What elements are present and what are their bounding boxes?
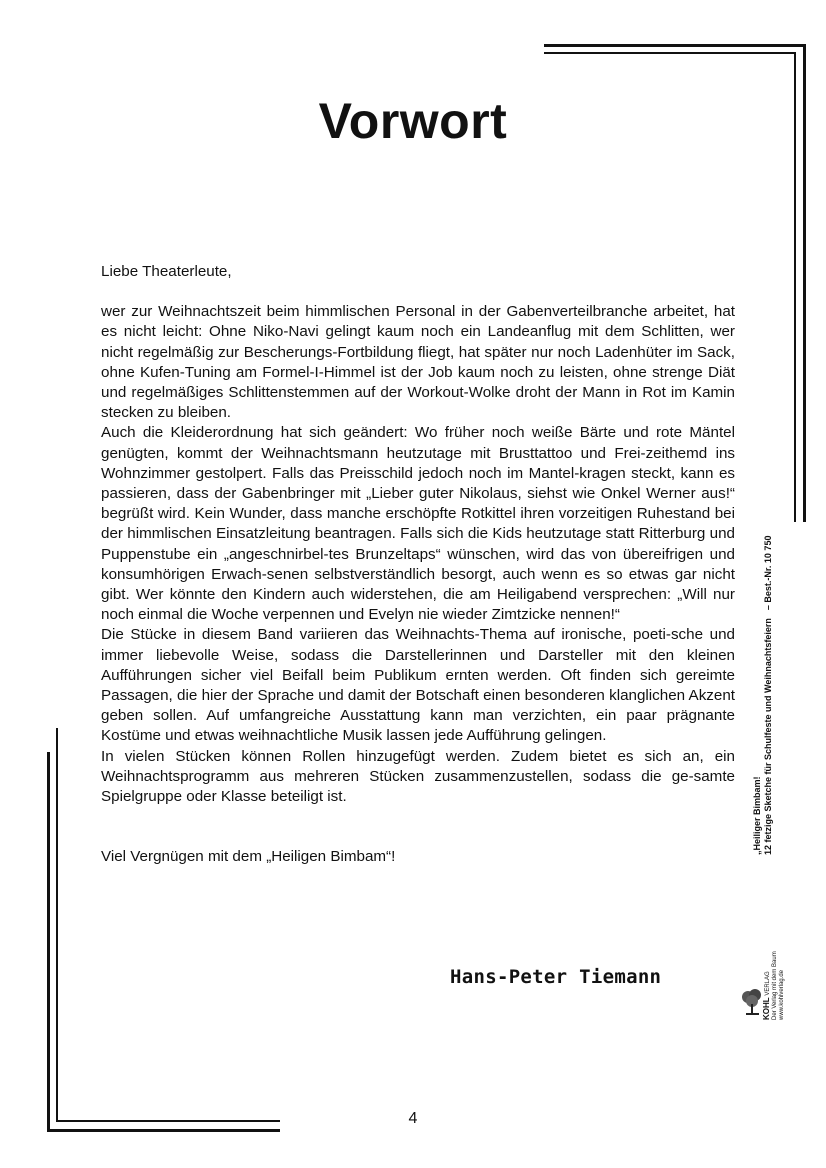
frame-top-outer [544, 44, 806, 47]
imprint-book-title: „Heiliger Bimbam! [752, 776, 762, 855]
paragraph-4: In vielen Stücken können Rollen hinzugefügt werden. Zudem bietet es sich an, ein Weihnachtsprogramm aus mehreren Stücken zusammenzustellen, sodass die ge-samte Spielgruppe oder Klasse beteiligt ist. [101, 747, 735, 806]
imprint-order-number: – Best.-Nr. 10 750 [763, 535, 773, 611]
frame-left-inner [56, 728, 58, 1122]
closing-line: Viel Vergnügen mit dem „Heiligen Bimbam“! [101, 848, 396, 866]
publisher-logo [741, 940, 783, 1020]
logo-tag: VERLAG [765, 971, 771, 996]
tree-logo-icon [741, 988, 763, 1016]
logo-url: www.kohlverlag.de [779, 969, 785, 1020]
frame-left-outer [47, 752, 50, 1132]
paragraph-3: Die Stücke in diesem Band variieren das Weihnachts-Thema auf ironische, poeti-sche und immer liebevolle Weise, sodass die Darstellerinnen und Darsteller mit den kleinen Aufführungen sicher viel Beifall beim Publikum ernten werden. Oft finden sich gereimte Passagen, die hier der Sprache und damit der Botschaft einen besonderen klanglichen Akzent geben sollen. Auf umfangreiche Ausstattung kann man verzichten, ein paar prägnante Kostüme und etwas weihnachtliche Musik lassen jede Aufführung gelingen. [101, 626, 735, 745]
page-number: 4 [408, 1110, 418, 1127]
paragraph-2: Auch die Kleiderordnung hat sich geändert: Wo früher noch weiße Bärte und rote Mäntel genügten, kommt der Weihnachtsmann heutzutage mit Brusttattoo und Frei-zeithemd ins Wohnzimmer gestolpert. Falls das Preisschild jedoch noch im Mantel-kragen steckt, kann es passieren, dass der Gabenbringer mit „Lieber guter Nikolaus, siehst wie Onkel Werner aus!“ begrüßt wird. Kein Wunder, dass manche erschöpfte Rotkittel ihren vorzeitigen Ruhestand bei der himmlischen Einsatzleitung beantragen. Falls sich die Kids heutzutage statt Ritterburg und Puppenstube ein „angeschnirbel-tes Brunzeltaps“ wünschen, wird das von übereifrigen und konsumhörigen Erwach-senen selbstverständlich besorgt, auch wenn es so etwas gar nicht gibt. Wer könnte den Kindern auch widerstehen, die am Heiligabend versprechen: „Will nur noch einmal die Woche verpennen und Evelyn nie wieder Zimtzicke nennen!“ [101, 424, 735, 624]
logo-brand: KOHL [762, 997, 771, 1020]
author-signature: Hans-Peter Tiemann [450, 966, 662, 988]
frame-bottom-outer [47, 1129, 280, 1132]
paragraph-1: wer zur Weihnachtszeit beim himmlischen Personal in der Gabenverteilbranche arbeitet, hat es nicht leicht: Ohne Niko-Navi gelingt kaum noch ein Landeanflug mit dem Schlitten, wer nicht regelmäßig zur Bescherungs-Fortbildung fliegt, hat später nur noch Ladenhüter im Sack, ohne Kufen-Tuning am Formel-I-Himmel ist der Job kaum noch zu leisten, ohne strenge Diät und regelmäßiges Schlittenstemmen auf der Workout-Wolke droht der Mann in Rot im Kamin stecken zu bleiben. [101, 303, 735, 422]
imprint-subtitle: 12 fetzige Sketche für Schulfeste und Weihnachtsfeiern [763, 618, 773, 855]
foreword-body [101, 262, 735, 867]
logo-slogan: Der Verlag mit dem Baum [772, 951, 778, 1020]
frame-top-inner [544, 52, 796, 54]
page-title: Vorwort [318, 93, 508, 149]
greeting: Liebe Theaterleute, [101, 263, 232, 280]
